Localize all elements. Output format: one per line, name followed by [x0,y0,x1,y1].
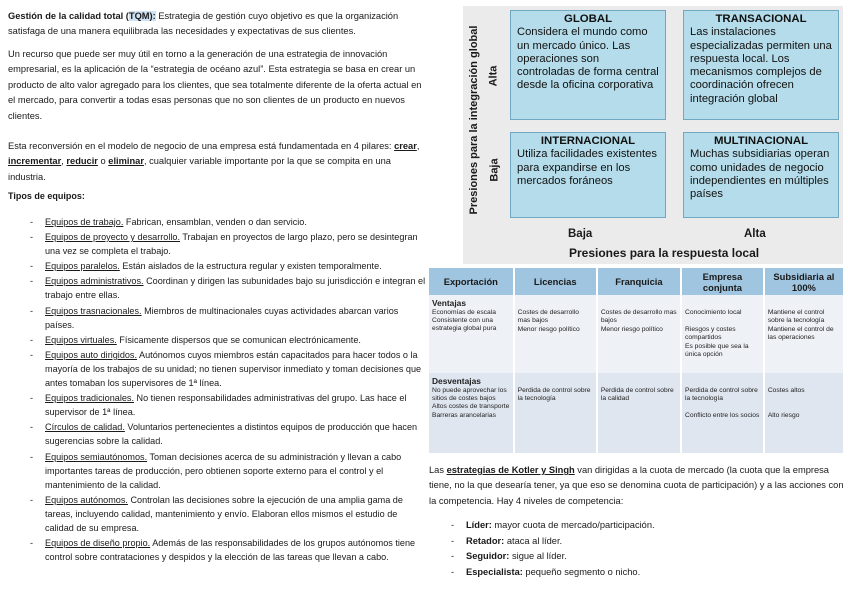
x-label-low: Baja [568,228,593,240]
tqm-term: Gestión de la calidad total ( [8,11,129,21]
level-name: Seguidor: [466,551,510,562]
pillar-or: o [97,156,109,167]
list-item [8,536,428,564]
quadrant-title: GLOBAL [563,13,613,25]
entry-modes-table [429,268,843,453]
list-item [8,391,428,419]
pillar-crear: crear [394,141,417,151]
tqm-text: Estrategia de gestión cuyo objetivo es que la organización satisfaga de una manera equilibrada las necesidades y expectativas de sus clientes. [8,11,399,37]
kotler-text: van dirigidas a la cuota de mercado (la cuota que la empresa tiene, no la que desearía tener, ya que eso se denomina cuota de participación) y a las acciones con la competencia. Hay 4 niveles de competencia: [429,465,844,506]
quadrant-title: MULTINACIONAL [713,135,809,147]
row-label-desventajas: Desventajas [432,376,481,386]
table-cell [514,295,597,373]
col-empresa-conjunta: Empresa conjunta [681,268,764,295]
cell-text: Costes de desarrollo mas bajos Menor riesgo político [600,309,677,333]
level-name: Retador: [466,535,505,546]
cell-text: Perdida de control sobre la calidad [600,387,674,403]
table-cell [514,373,597,453]
list-item [8,215,428,229]
team-desc: No tienen responsabilidades administrativas del grupo. Las hace el supervisor de 1ª línea. [45,393,407,418]
team-desc: Autónomos cuyos miembros están capacitados para hacer todos o la mayoría de los trabajos de su unidad; no tienen supervisor inmediato y toman decisiones que antes tomaban los supervisores de 1ª línea. [45,349,422,389]
cell-text: Mantiene el control sobre la tecnología Mantiene el control de las operaciones [767,309,834,342]
teams-heading-text: Tipos de equipos: [8,191,85,201]
level-desc: ataca al líder. [504,535,563,546]
row-label-ventajas: Ventajas [432,298,466,308]
kotler-pre: Las [429,465,447,475]
team-name: Equipos de proyecto y desarrollo. [45,232,180,243]
pillar-eliminar: eliminar [108,156,144,167]
table-row [429,295,843,373]
x-label-high: Alta [744,228,766,240]
ocean-paragraph [8,47,424,124]
cell-text: Conocimiento local Riesgos y costes compartidos Es posible que sea la única opción [685,309,749,359]
team-name: Equipos autónomos. [45,494,128,505]
cell-text: Perdida de control sobre la tecnología Conflicto entre los socios [685,387,760,420]
table-cell [764,373,843,453]
integration-response-matrix [463,6,843,264]
team-desc: Voluntarios pertenecientes a distintos equipos de producción que hacen sugerencias sobre la calidad. [45,422,418,447]
list-item [8,348,428,390]
quadrant-global [510,10,666,120]
level-desc: sigue al líder. [509,551,567,562]
col-subsidiaria: Subsidiaria al 100% [764,268,843,295]
y-axis-title: Presiones para la integración global [468,25,480,215]
table-cell [597,295,681,373]
table-cell [429,373,514,453]
team-name: Equipos virtuales. [45,334,117,345]
list-item [8,333,428,347]
quadrant-title: TRANSACIONAL [715,13,807,25]
kotler-term: estrategias de Kotler y Singh [446,465,575,475]
table-cell [681,373,764,453]
team-desc: Están aislados de la estructura regular y existen temporalmente. [119,261,382,272]
quadrant-text: Muchas subsidiarias operan como unidades de negocio independientes en múltiples países [690,148,830,201]
tqm-acronym: TQM): [128,11,156,21]
list-item [429,565,655,581]
col-franquicia: Franquicia [597,268,681,295]
cell-text: Costes de desarrollo mas bajos Menor riesgo político [517,309,580,333]
pillars-paragraph: Esta reconversión en el modelo de negocio de una empresa está fundamentada en 4 pilares: crear, incrementar, reducir o eliminar, cualquier variable importante por la que se compita en una industria. [8,141,420,182]
team-desc: Físicamente dispersos que se comunican electrónicamente. [116,334,361,345]
table-cell [597,373,681,453]
list-item [8,274,428,302]
team-desc: Fabrican, ensamblan, venden o dan servicio. [123,217,307,227]
pillar-reducir: reducir [66,156,98,167]
quadrant-multinacional [683,132,839,218]
quadrant-text: Utiliza facilidades existentes para expandirse en los mercados foráneos [517,148,657,187]
team-desc: Además de las responsabilidades de los grupos autónomos tiene control sobre contrataciones y despidos y la elección de las tareas que llevan a cabo. [45,538,416,563]
team-desc: Coordinan y dirigen las subunidades bajo su jurisdicción e integran el trabajo entre ellas. [45,276,426,301]
list-item [8,450,428,492]
pillar-incrementar: incrementar [8,156,62,167]
y-label-low: Baja [488,158,501,182]
quadrant-internacional [510,132,666,218]
quadrant-transnacional [683,10,839,120]
team-name: Equipos de trabajo. [45,217,124,227]
team-name: Equipos administrativos. [45,276,144,287]
table-header-row [429,268,843,295]
tqm-paragraph [8,9,424,40]
level-name: Especialista: [466,566,523,577]
col-licencias: Licencias [514,268,597,295]
table-cell [681,295,764,373]
pillars-intro: Esta reconversión en el modelo de negocio de una empresa está fundamentada en 4 pilares: [8,141,395,151]
team-name: Equipos paralelos. [45,261,120,272]
level-desc: pequeño segmento o nicho. [522,566,641,577]
list-item [429,534,655,550]
y-label-high: Alta [487,65,500,87]
list-item [429,549,655,565]
quadrant-text: Considera el mundo como un mercado único. Las operaciones son controladas de forma central desde la oficina corporativa [517,26,659,92]
team-name: Equipos trasnacionales. [45,305,142,316]
list-item [8,304,428,332]
list-item [429,518,655,534]
team-desc: Controlan las decisiones sobre la ejecución de una amplia gama de tareas, incluyendo calidad, mantenimiento y envío. Elaboran ellos mismos el estudio de calidad de su empresa. [45,494,403,533]
x-axis-title: Presiones para la respuesta local [569,246,760,260]
team-desc: Miembros de multinacionales cuyas actividades abarcan varios países. [45,305,399,330]
level-name: Líder: [466,520,492,530]
team-name: Círculos de calidad. [45,422,125,433]
list-item [8,493,428,535]
quadrant-text: Las instalaciones especializadas permiten una respuesta local. Los mecanismos complejos de coordinación ofrecen integración global [690,26,832,105]
list-item [8,259,428,273]
cell-text: No puede aprovechar los sitios de costes bajos Altos costes de transporte Barreras arancelarias [432,386,510,419]
team-desc: Toman decisiones acerca de su administración y llevan a cabo importantes tareas de producción, pero obtienen soporte externo para el control y el mantenimiento de la calidad. [45,451,402,490]
ocean-text: Un recurso que puede ser muy útil en torno a la generación de una estrategia de innovación empresarial, es la aplicación de la “estrategia de océano azul”. Esta estrategia se basa en crear un producto de alto valor agregado para los clientes, que sea totalmente diferente de la oferta actual en el mercado, para convertir a todas esas personas que no son clientes de un producto en nuevos clientes. [8,49,422,121]
kotler-paragraph [429,463,845,509]
cell-text: Perdida de control sobre la tecnología [517,387,591,403]
team-name: Equipos auto dirigidos. [45,349,138,360]
list-item [8,230,428,258]
table-cell [764,295,843,373]
team-name: Equipos de diseño propio. [45,538,151,549]
quadrant-title: INTERNACIONAL [540,135,636,147]
list-item [8,420,428,448]
competition-levels-list [429,518,655,580]
team-name: Equipos tradicionales. [45,393,134,404]
table-row [429,373,843,453]
teams-heading [8,189,424,204]
cell-text: Economías de escala Consistente con una estrategia global pura [432,308,497,333]
team-name: Equipos semiautónomos. [45,451,148,462]
table-cell [429,295,514,373]
teams-list [8,215,428,565]
col-exportacion: Exportación [429,268,514,295]
pillars-end: , cualquier variable importante por la que se compita en una industria. [8,156,391,182]
level-desc: mayor cuota de mercado/participación. [491,520,655,530]
team-desc: Trabajan en proyectos de largo plazo, pero se desintegran una vez se completa el trabajo. [45,232,418,257]
cell-text: Costes altos Alto riesgo [767,387,805,420]
